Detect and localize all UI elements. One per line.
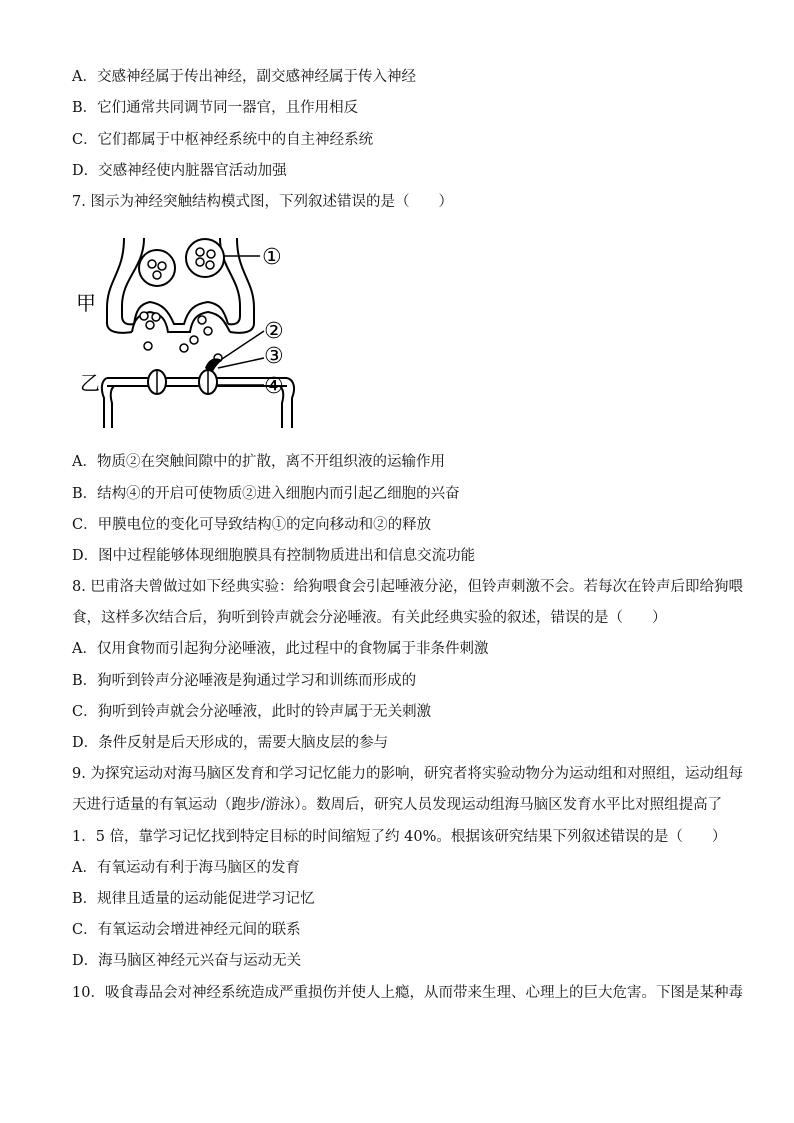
q7-option-a: A．物质②在突触间隙中的扩散，离不开组织液的运输作用 xyxy=(72,454,445,470)
q8-option-a: A．仅用食物而引起狗分泌唾液，此过程中的食物属于非条件刺激 xyxy=(72,641,489,657)
q7-stem: 7. 图示为神经突触结构模式图，下列叙述错误的是（ ） xyxy=(72,194,453,210)
q10-stem-line-1: 10．吸食毒品会对神经系统造成严重损伤并使人上瘾，从而带来生理、心理上的巨大危害。下图是某种毒 xyxy=(72,985,743,1001)
q9-option-c: C．有氧运动会增进神经元间的联系 xyxy=(72,922,301,938)
q9-option-d: D．海马脑区神经元兴奋与运动无关 xyxy=(72,953,302,969)
marker-4: ④ xyxy=(264,374,284,399)
q9-stem-line-2: 天进行适量的有氧运动（跑步/游泳）。数周后，研究人员发现运动组海马脑区发育水平比对照组提高了 xyxy=(72,797,723,813)
q9-stem-line-1: 9. 为探究运动对海马脑区发育和学习记忆能力的影响，研究者将实验动物分为运动组和对照组，运动组每 xyxy=(72,766,743,782)
marker-1: ① xyxy=(262,245,282,270)
synapse-diagram xyxy=(62,228,312,438)
q7-option-d: D．图中过程能够体现细胞膜具有控制物质进出和信息交流功能 xyxy=(72,548,476,564)
marker-2: ② xyxy=(264,319,284,344)
q6-option-b: B．它们通常共同调节同一器官，且作用相反 xyxy=(72,100,359,116)
q6-option-d: D．交感神经使内脏器官活动加强 xyxy=(72,163,287,179)
marker-3: ③ xyxy=(264,344,284,369)
q9-option-b: B．规律且适量的运动能促进学习记忆 xyxy=(72,891,315,907)
q8-option-d: D．条件反射是后天形成的，需要大脑皮层的参与 xyxy=(72,735,389,751)
presynaptic-membrane-inner xyxy=(122,238,144,324)
label-yi: 乙 xyxy=(80,371,100,395)
q8-option-c: C．狗听到铃声就会分泌唾液，此时的铃声属于无关刺激 xyxy=(72,704,432,720)
q6-option-c: C．它们都属于中枢神经系统中的自主神经系统 xyxy=(72,132,374,148)
label-jia: 甲 xyxy=(76,291,96,315)
synaptic-vesicle xyxy=(139,250,175,286)
synaptic-vesicle xyxy=(186,239,224,277)
q7-option-c: C．甲膜电位的变化可导致结构①的定向移动和②的释放 xyxy=(72,517,432,533)
q8-option-b: B．狗听到铃声分泌唾液是狗通过学习和训练而形成的 xyxy=(72,673,417,689)
q7-option-b: B．结构④的开启可使物质②进入细胞内而引起乙细胞的兴奋 xyxy=(72,486,460,502)
q8-stem-line-1: 8. 巴甫洛夫曾做过如下经典实验：给狗喂食会引起唾液分泌，但铃声刺激不会。若每次在铃声后即给狗喂 xyxy=(72,579,743,595)
q6-option-a: A．交感神经属于传出神经，副交感神经属于传入神经 xyxy=(72,69,416,85)
q8-stem-line-2: 食，这样多次结合后，狗听到铃声就会分泌唾液。有关此经典实验的叙述，错误的是（ ） xyxy=(72,610,667,626)
presynaptic-membrane-outer xyxy=(107,238,132,333)
q9-option-a: A．有氧运动有利于海马脑区的发育 xyxy=(72,860,300,876)
q9-stem-line-3: 1．5 倍，靠学习记忆找到特定目标的时间缩短了约 40%。根据该研究结果下列叙述错误的是（ ） xyxy=(72,829,727,845)
